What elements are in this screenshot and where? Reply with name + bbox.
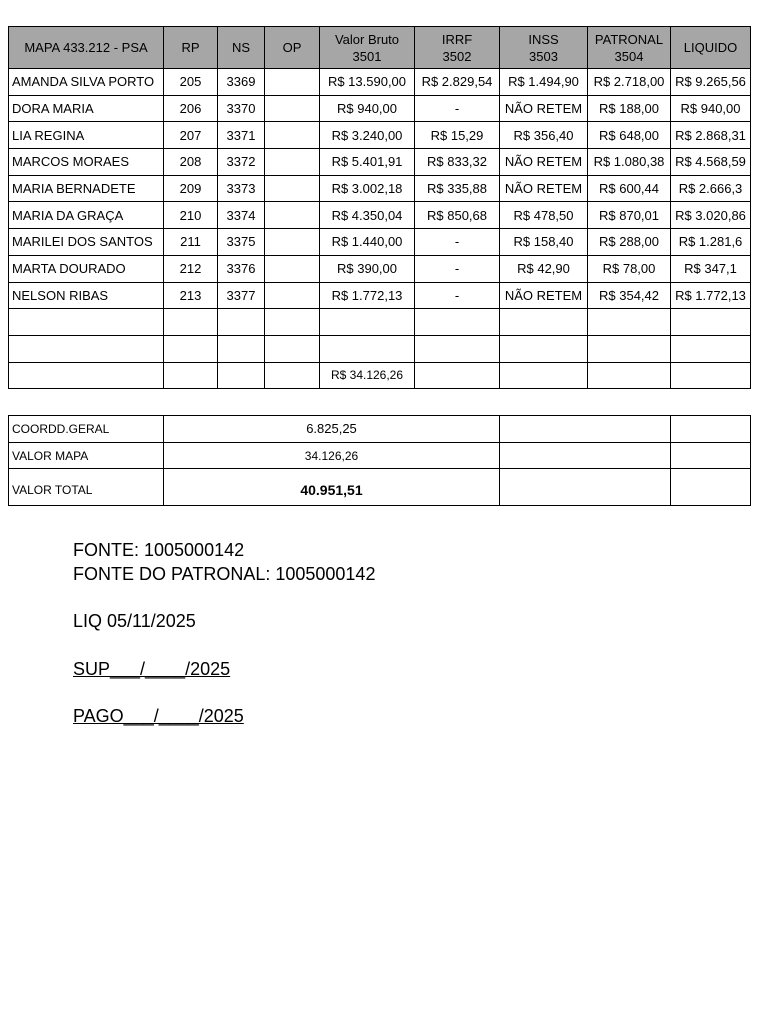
liquido-cell: R$ 9.265,56 — [671, 69, 751, 96]
inss-cell: R$ 158,40 — [500, 229, 588, 256]
payment-map-table — [8, 26, 751, 389]
table-row — [9, 282, 751, 309]
pago-date-note: PAGO___/____/2025 — [73, 706, 244, 726]
bruto-cell: R$ 13.590,00 — [320, 69, 415, 96]
employee-name: MARIA BERNADETE — [9, 175, 164, 202]
op-cell — [265, 229, 320, 256]
table-row — [9, 229, 751, 256]
summary-table — [8, 415, 751, 506]
patronal-cell: R$ 288,00 — [588, 229, 671, 256]
inss-cell: R$ 356,40 — [500, 122, 588, 149]
rp-cell: 208 — [164, 149, 218, 176]
rp-cell: 212 — [164, 255, 218, 282]
bruto-cell: R$ 5.401,91 — [320, 149, 415, 176]
liquido-cell — [671, 309, 751, 336]
inss-cell: NÃO RETEM — [500, 175, 588, 202]
employee-name: DORA MARIA — [9, 95, 164, 122]
op-header: OP — [265, 27, 320, 69]
table-row — [9, 122, 751, 149]
table-row-empty — [9, 309, 751, 336]
table-row — [9, 69, 751, 96]
liquido-cell: R$ 940,00 — [671, 95, 751, 122]
patronal-cell: R$ 1.080,38 — [588, 149, 671, 176]
patronal-code: 3504 — [614, 48, 644, 64]
employee-name: MARIA DA GRAÇA — [9, 202, 164, 229]
ns-cell: 3369 — [218, 69, 265, 96]
liquido-cell — [671, 335, 751, 362]
fonte-patronal-note: FONTE DO PATRONAL: 1005000142 — [73, 563, 376, 584]
employee-name: MARTA DOURADO — [9, 255, 164, 282]
empty-cell — [218, 362, 265, 389]
bruto-cell: R$ 3.240,00 — [320, 122, 415, 149]
fonte-note: FONTE: 1005000142 — [73, 540, 245, 560]
op-cell — [265, 69, 320, 96]
inss-cell: R$ 42,90 — [500, 255, 588, 282]
employee-name — [9, 335, 164, 362]
valor-bruto-code: 3501 — [352, 48, 382, 64]
irrf-cell: R$ 2.829,54 — [415, 69, 500, 96]
empty-cell — [671, 469, 751, 506]
op-cell — [265, 149, 320, 176]
irrf-cell: R$ 335,88 — [415, 175, 500, 202]
irrf-code: 3502 — [442, 48, 472, 64]
op-cell — [265, 122, 320, 149]
inss-cell: NÃO RETEM — [500, 282, 588, 309]
table-row-empty — [9, 335, 751, 362]
sup-date-note: SUP___/____/2025 — [73, 658, 231, 679]
inss-label: INSS — [528, 31, 559, 47]
ns-cell: 3377 — [218, 282, 265, 309]
rp-header: RP — [164, 27, 218, 69]
summary-row — [9, 416, 751, 443]
summary-row — [9, 442, 751, 469]
bruto-cell: R$ 1.440,00 — [320, 229, 415, 256]
patronal-cell: R$ 870,01 — [588, 202, 671, 229]
irrf-cell: - — [415, 255, 500, 282]
rp-cell — [164, 335, 218, 362]
op-cell — [265, 95, 320, 122]
employee-name: NELSON RIBAS — [9, 282, 164, 309]
total-row — [9, 362, 751, 389]
op-cell — [265, 175, 320, 202]
bruto-cell: R$ 1.772,13 — [320, 282, 415, 309]
empty-cell — [265, 362, 320, 389]
liquido-cell: R$ 1.772,13 — [671, 282, 751, 309]
employee-name: MARILEI DOS SANTOS — [9, 229, 164, 256]
ns-cell: 3372 — [218, 149, 265, 176]
empty-cell — [500, 442, 671, 469]
table-row — [9, 149, 751, 176]
empty-cell — [500, 362, 588, 389]
empty-cell — [500, 469, 671, 506]
op-cell — [265, 282, 320, 309]
employee-name: AMANDA SILVA PORTO — [9, 69, 164, 96]
bruto-cell: R$ 940,00 — [320, 95, 415, 122]
inss-cell — [500, 335, 588, 362]
employee-name: LIA REGINA — [9, 122, 164, 149]
empty-cell — [588, 362, 671, 389]
map-title-header: MAPA 433.212 - PSA — [9, 27, 164, 69]
table-row — [9, 202, 751, 229]
table-row — [9, 255, 751, 282]
empty-cell — [500, 416, 671, 443]
rp-cell: 206 — [164, 95, 218, 122]
bruto-cell — [320, 335, 415, 362]
bruto-cell: R$ 3.002,18 — [320, 175, 415, 202]
rp-cell: 210 — [164, 202, 218, 229]
op-cell — [265, 202, 320, 229]
liquido-cell: R$ 3.020,86 — [671, 202, 751, 229]
empty-cell — [164, 362, 218, 389]
inss-code: 3503 — [529, 48, 558, 64]
employee-name: MARCOS MORAES — [9, 149, 164, 176]
patronal-cell: R$ 188,00 — [588, 95, 671, 122]
inss-cell: NÃO RETEM — [500, 149, 588, 176]
summary-label: COORDD.GERAL — [9, 416, 164, 443]
patronal-cell: R$ 600,44 — [588, 175, 671, 202]
rp-cell: 205 — [164, 69, 218, 96]
summary-label: VALOR TOTAL — [9, 469, 164, 506]
patronal-cell: R$ 2.718,00 — [588, 69, 671, 96]
ns-cell — [218, 309, 265, 336]
valor-bruto-label: Valor Bruto — [334, 31, 400, 47]
table-row — [9, 175, 751, 202]
empty-cell — [671, 416, 751, 443]
op-cell — [265, 255, 320, 282]
patronal-label: PATRONAL — [594, 31, 664, 47]
empty-cell — [671, 442, 751, 469]
total-bruto-cell: R$ 34.126,26 — [320, 362, 415, 389]
bruto-cell — [320, 309, 415, 336]
inss-cell: R$ 1.494,90 — [500, 69, 588, 96]
inss-cell: NÃO RETEM — [500, 95, 588, 122]
rp-cell — [164, 309, 218, 336]
liquido-cell: R$ 2.666,3 — [671, 175, 751, 202]
irrf-cell — [415, 335, 500, 362]
liq-date-note: LIQ 05/11/2025 — [73, 611, 196, 631]
summary-total-value: 40.951,51 — [164, 469, 500, 506]
bruto-cell: R$ 4.350,04 — [320, 202, 415, 229]
inss-cell: R$ 478,50 — [500, 202, 588, 229]
notes-block — [73, 539, 375, 729]
liquido-cell: R$ 2.868,31 — [671, 122, 751, 149]
ns-cell — [218, 335, 265, 362]
ns-cell: 3375 — [218, 229, 265, 256]
patronal-header — [588, 27, 671, 69]
liquido-cell: R$ 347,1 — [671, 255, 751, 282]
valor-bruto-header — [320, 27, 415, 69]
ns-cell: 3373 — [218, 175, 265, 202]
patronal-cell — [588, 335, 671, 362]
patronal-cell — [588, 309, 671, 336]
table-row — [9, 95, 751, 122]
rp-cell: 211 — [164, 229, 218, 256]
ns-cell: 3376 — [218, 255, 265, 282]
rp-cell: 209 — [164, 175, 218, 202]
irrf-cell: R$ 850,68 — [415, 202, 500, 229]
rp-cell: 213 — [164, 282, 218, 309]
patronal-cell: R$ 648,00 — [588, 122, 671, 149]
summary-row-total — [9, 469, 751, 506]
irrf-cell: R$ 15,29 — [415, 122, 500, 149]
op-cell — [265, 335, 320, 362]
inss-cell — [500, 309, 588, 336]
ns-cell: 3370 — [218, 95, 265, 122]
rp-cell: 207 — [164, 122, 218, 149]
irrf-cell: - — [415, 95, 500, 122]
irrf-cell: R$ 833,32 — [415, 149, 500, 176]
irrf-cell: - — [415, 282, 500, 309]
liquido-header: LIQUIDO — [671, 27, 751, 69]
header-row — [9, 27, 751, 69]
irrf-label: IRRF — [441, 31, 473, 47]
liquido-cell: R$ 4.568,59 — [671, 149, 751, 176]
summary-value: 34.126,26 — [164, 442, 500, 469]
patronal-cell: R$ 78,00 — [588, 255, 671, 282]
patronal-cell: R$ 354,42 — [588, 282, 671, 309]
bruto-cell: R$ 390,00 — [320, 255, 415, 282]
ns-header: NS — [218, 27, 265, 69]
inss-header — [500, 27, 588, 69]
summary-value: 6.825,25 — [164, 416, 500, 443]
ns-cell: 3371 — [218, 122, 265, 149]
empty-cell — [415, 362, 500, 389]
irrf-cell — [415, 309, 500, 336]
employee-name — [9, 309, 164, 336]
empty-cell — [671, 362, 751, 389]
irrf-header — [415, 27, 500, 69]
ns-cell: 3374 — [218, 202, 265, 229]
op-cell — [265, 309, 320, 336]
empty-cell — [9, 362, 164, 389]
liquido-cell: R$ 1.281,6 — [671, 229, 751, 256]
summary-label: VALOR MAPA — [9, 442, 164, 469]
irrf-cell: - — [415, 229, 500, 256]
